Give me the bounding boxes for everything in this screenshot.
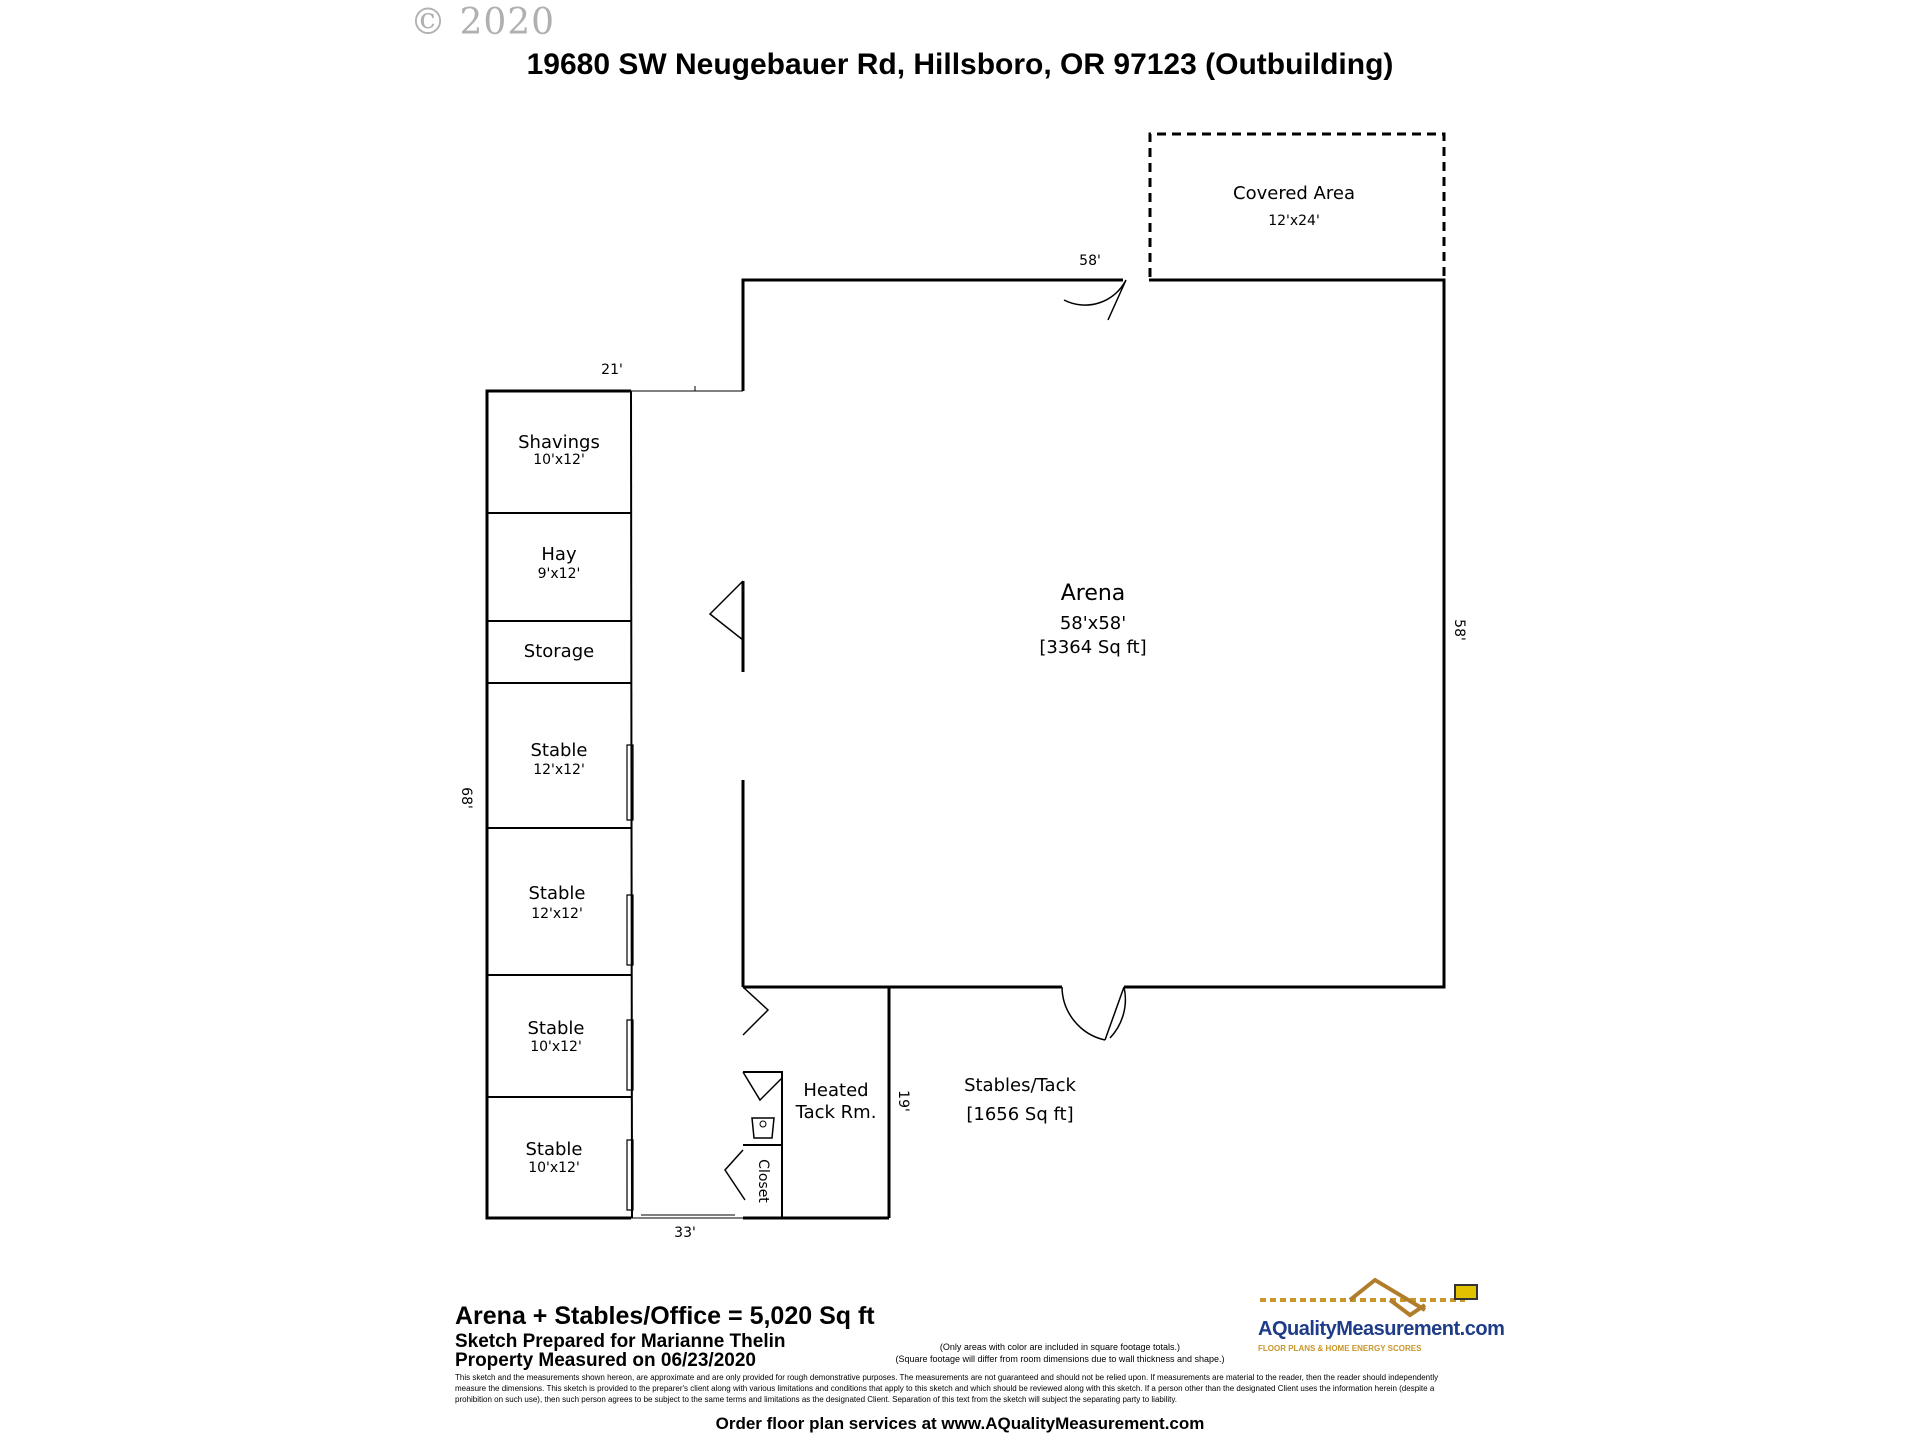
- dim-arena-top: 58': [1079, 253, 1101, 269]
- area-note: (Only areas with color are included in square footage totals.) (Square footage will differ from room dimensions due to wall thickness and shape.): [895, 1342, 1225, 1364]
- storage-label: Storage: [523, 641, 595, 662]
- stall-dividers: [487, 513, 631, 1097]
- stables-tack-label: Stables/Tack: [964, 1075, 1076, 1096]
- stables-tack-area: [1656 Sq ft]: [966, 1104, 1074, 1125]
- stable-1-label: Stable: [530, 740, 588, 761]
- covered-area-size: 12'x24': [1268, 213, 1320, 229]
- stable-1-size: 12'x12': [533, 762, 585, 778]
- tack-door: [743, 987, 768, 1035]
- stable-2-size: 12'x12': [531, 906, 583, 922]
- closet-label: Closet: [755, 1159, 771, 1203]
- arena-top-door: [1064, 280, 1126, 320]
- dim-stables-top: 21': [601, 362, 623, 378]
- order-line: Order floor plan services at www.AQualityMeasurement.com: [715, 1414, 1205, 1433]
- arena-bottom-door: [1105, 987, 1125, 1040]
- copyright-watermark: © 2020: [410, 2, 556, 43]
- stable-4-size: 10'x12': [528, 1160, 580, 1176]
- dim-stables-left: 68': [458, 787, 474, 809]
- stable-3-size: 10'x12': [530, 1039, 582, 1055]
- covered-area-label: Covered Area: [1233, 183, 1355, 204]
- dim-stables-bottom: 33': [674, 1225, 696, 1241]
- logo-name: AQualityMeasurement.com: [1258, 1318, 1505, 1340]
- stables-walls: [487, 391, 631, 1218]
- dim-tack-right: 19': [895, 1090, 911, 1112]
- covered-area-outline: [1150, 134, 1444, 277]
- stable-3-label: Stable: [527, 1018, 585, 1039]
- dim-arena-right: 58': [1451, 619, 1467, 641]
- stable-2-label: Stable: [528, 883, 586, 904]
- aisle-arena-door: [710, 581, 743, 640]
- shavings-size: 10'x12': [533, 452, 585, 468]
- logo-tagline: FLOOR PLANS & HOME ENERGY SCORES: [1258, 1344, 1422, 1353]
- disclaimer: This sketch and the measurements shown hereon, are approximate and are only provided for rough demonstrative purposes. The measurements are not guaranteed and should not be relied upon. If measurements are material to the reader, then the reader should independently measure the dimensions. This sketch is provided to the preparer's client along with various limitations and conditions that apply to this sketch and which should be reviewed along with this sketch. If a person other than the designated Client uses the information herein (despite a prohibition on such use), then such person agrees to be subject to the same terms and limitations as the designated Client. Separation of this text from the sketch will subject the separating party to liability.: [455, 1373, 1439, 1404]
- stalls-inner-wall: [631, 391, 632, 1218]
- arena-area: [3364 Sq ft]: [1039, 637, 1147, 658]
- page-title: 19680 SW Neugebauer Rd, Hillsboro, OR 97123 (Outbuilding): [526, 48, 1394, 81]
- total-area: Arena + Stables/Office = 5,020 Sq ft: [455, 1302, 875, 1330]
- heated-tack-label-line1: Heated: [803, 1080, 869, 1101]
- stable-4-label: Stable: [525, 1139, 583, 1160]
- measured-on: Property Measured on 06/23/2020: [455, 1350, 756, 1371]
- arena-size: 58'x58': [1059, 613, 1127, 634]
- shavings-label: Shavings: [518, 432, 600, 453]
- arena-label: Arena: [1060, 581, 1126, 606]
- closet-door: [725, 1150, 745, 1200]
- heated-tack-label-line2: Tack Rm.: [795, 1102, 877, 1123]
- hay-size: 9'x12': [537, 566, 581, 582]
- prepared-for: Sketch Prepared for Marianne Thelin: [455, 1331, 786, 1352]
- hay-label: Hay: [541, 544, 577, 565]
